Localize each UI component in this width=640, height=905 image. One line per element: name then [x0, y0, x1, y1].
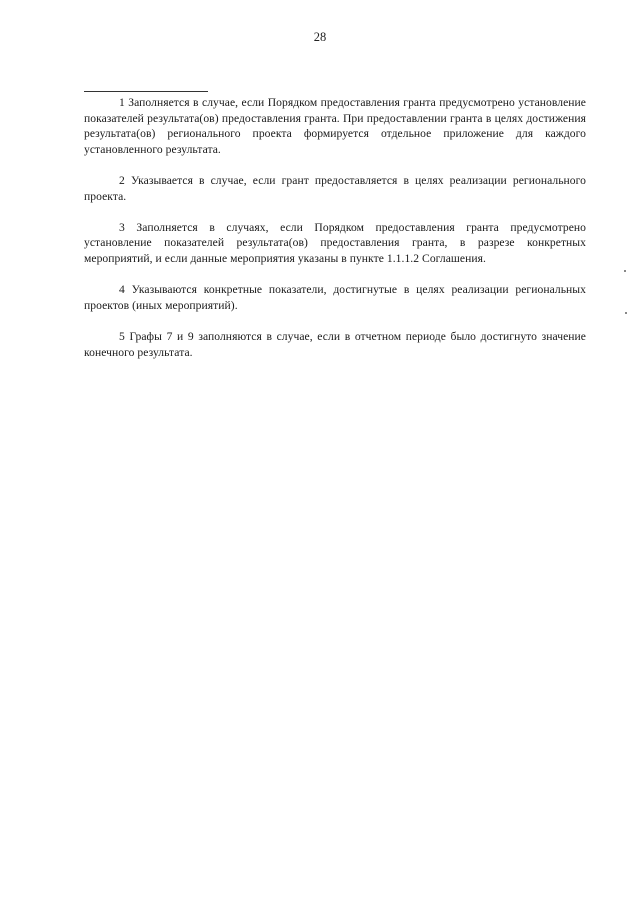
footnote-separator — [84, 91, 208, 92]
scan-speck — [624, 270, 626, 272]
footnote-marker: 3 — [119, 220, 125, 234]
footnote-text: Графы 7 и 9 заполняются в случае, если в отчетном периоде было достигнуто значение конечного результата. — [84, 329, 586, 359]
page-number: 28 — [313, 30, 327, 44]
footnote-marker: 1 — [119, 96, 125, 109]
footnote-text: Указываются конкретные показатели, достигнутые в целях реализации региональных проектов (иных мероприятий). — [84, 283, 586, 312]
footnotes-list — [84, 95, 586, 360]
footnote-marker: 2 — [119, 173, 125, 187]
footnote-4 — [84, 282, 586, 313]
footnote-5 — [84, 329, 586, 360]
footnote-marker: 5 — [119, 329, 125, 343]
footnote-text: Указывается в случае, если грант предоставляется в целях реализации регионального проекта. — [84, 173, 587, 203]
footnote-3 — [84, 220, 586, 267]
footnote-text: Заполняется в случаях, если Порядком предоставления гранта предусмотрено установление показателей результата(ов) предоставления гранта, в разрезе конкретных мероприятий, и если данные мероприятия указаны в пункте 1.1.1.2 Соглашения. — [84, 220, 586, 265]
footnote-2 — [84, 173, 586, 204]
footnote-marker: 4 — [119, 283, 125, 297]
footnote-1 — [84, 95, 586, 157]
scan-speck — [625, 312, 627, 314]
footnote-text: Заполняется в случае, если Порядком предоставления гранта предусмотрено установление показателей результата(ов) предоставления гранта. При предоставлении гранта в целях достижения результата(ов) регионального проекта формируется отдельное приложение для каждого установленного результата. — [84, 96, 586, 156]
